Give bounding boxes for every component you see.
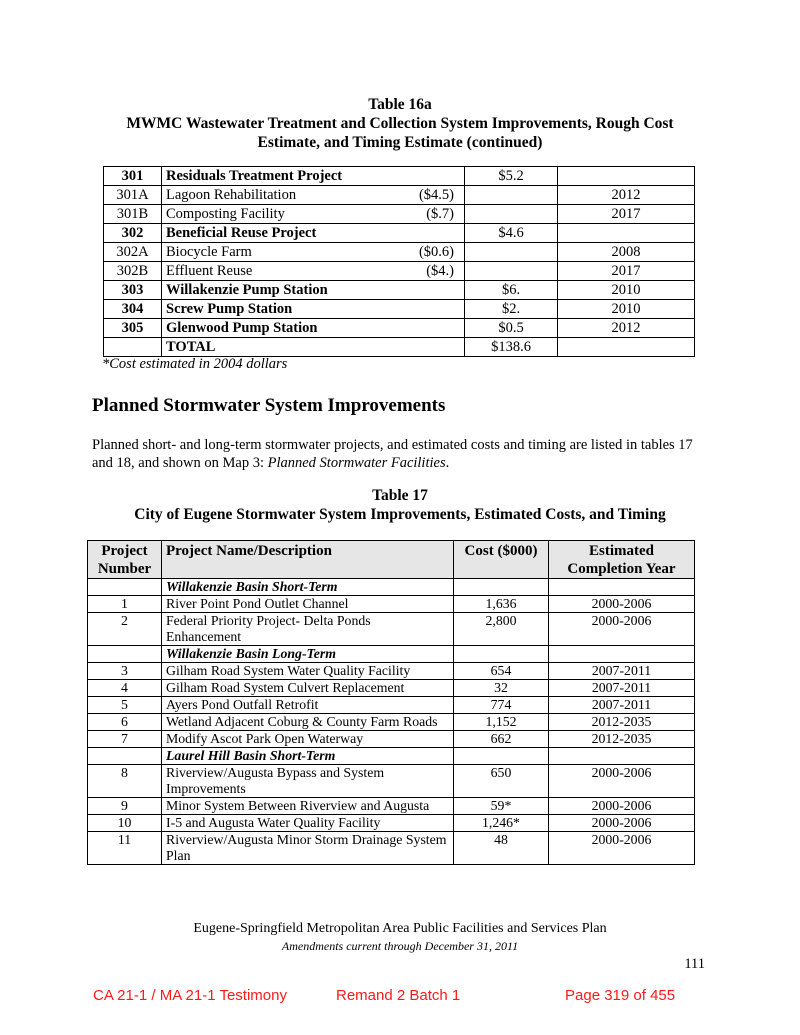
project-name-text: Lagoon Rehabilitation xyxy=(166,187,297,203)
project-name-text: Effluent Reuse xyxy=(166,263,253,279)
footer-plan-title: Eugene-Springfield Metropolitan Area Public Facilities and Services Plan xyxy=(193,921,607,936)
completion-year: 2007-2011 xyxy=(549,697,695,714)
project-number: 4 xyxy=(88,680,162,697)
table17-section-row xyxy=(88,579,695,596)
project-number: 301B xyxy=(104,205,162,224)
project-name-text: Willakenzie Pump Station xyxy=(166,282,328,298)
sub-cost: ($4.5) xyxy=(418,187,454,203)
table17-row xyxy=(88,613,695,646)
project-name-text: Biocycle Farm xyxy=(166,244,252,260)
table17-title-line2: City of Eugene Stormwater System Improvements, Estimated Costs, and Timing xyxy=(134,506,666,523)
paragraph-end: . xyxy=(445,455,450,471)
project-cost: $4.6 xyxy=(465,224,558,243)
table16a-row xyxy=(104,281,695,300)
project-name xyxy=(162,319,465,338)
project-name xyxy=(162,338,465,357)
project-cost: $6. xyxy=(465,281,558,300)
stamp-page: Page 319 of 455 xyxy=(565,987,676,1004)
table17-row xyxy=(88,798,695,815)
project-number: 1 xyxy=(88,596,162,613)
project-cost: 662 xyxy=(454,731,549,748)
project-number: 302B xyxy=(104,262,162,281)
table16a-row xyxy=(104,338,695,357)
sub-cost: ($.7) xyxy=(426,206,454,222)
project-number: 10 xyxy=(88,815,162,832)
project-name xyxy=(162,243,465,262)
table16a-footnote: *Cost estimated in 2004 dollars xyxy=(102,356,288,372)
project-cost: 48 xyxy=(454,832,549,865)
table17-header-row xyxy=(88,541,695,579)
completion-year: 2000-2006 xyxy=(549,798,695,815)
project-number xyxy=(88,646,162,663)
project-year: 2012 xyxy=(558,186,695,205)
project-year: 2017 xyxy=(558,205,695,224)
completion-year: 2000-2006 xyxy=(549,613,695,646)
project-number: 7 xyxy=(88,731,162,748)
project-name-text: Composting Facility xyxy=(166,206,285,222)
completion-year: 2007-2011 xyxy=(549,680,695,697)
project-year: 2012 xyxy=(558,319,695,338)
project-name: Riverview/Augusta Minor Storm Drainage System Plan xyxy=(162,832,454,865)
header-completion-year: Estimated Completion Year xyxy=(549,541,695,579)
project-name-text: TOTAL xyxy=(166,339,216,355)
project-name xyxy=(162,281,465,300)
completion-year: 2000-2006 xyxy=(549,596,695,613)
table16a-row xyxy=(104,224,695,243)
project-name-text: Residuals Treatment Project xyxy=(166,168,343,184)
project-name: I-5 and Augusta Water Quality Facility xyxy=(162,815,454,832)
table17-body xyxy=(88,579,695,865)
table16a-title-line3: Estimate, and Timing Estimate (continued) xyxy=(257,134,543,151)
project-number: 3 xyxy=(88,663,162,680)
table16a-title-line2: MWMC Wastewater Treatment and Collection System Improvements, Rough Cost xyxy=(126,115,674,132)
project-cost: 774 xyxy=(454,697,549,714)
project-number: 305 xyxy=(104,319,162,338)
table17-row xyxy=(88,714,695,731)
project-name xyxy=(162,224,465,243)
table16a-row xyxy=(104,319,695,338)
project-name: Laurel Hill Basin Short-Term xyxy=(162,748,454,765)
completion-year: 2007-2011 xyxy=(549,663,695,680)
project-name xyxy=(162,186,465,205)
table17-row xyxy=(88,832,695,865)
project-number: 5 xyxy=(88,697,162,714)
table17-row xyxy=(88,596,695,613)
project-cost: 1,152 xyxy=(454,714,549,731)
table17-row xyxy=(88,680,695,697)
table17-row xyxy=(88,765,695,798)
project-number xyxy=(104,338,162,357)
project-cost: $138.6 xyxy=(465,338,558,357)
table16a xyxy=(103,166,695,357)
project-cost: $5.2 xyxy=(465,167,558,186)
project-cost xyxy=(465,243,558,262)
paragraph-text: Planned short- and long-term stormwater projects, and estimated costs and timing are listed in tables 17 and 18, and shown on Map 3: xyxy=(92,437,693,471)
table16a-body xyxy=(104,167,695,357)
completion-year: 2000-2006 xyxy=(549,815,695,832)
table17-row xyxy=(88,663,695,680)
project-cost xyxy=(465,186,558,205)
header-cost: Cost ($000) xyxy=(454,541,549,579)
table17-title-line1: Table 17 xyxy=(372,487,428,504)
project-name: Gilham Road System Culvert Replacement xyxy=(162,680,454,697)
header-project-name: Project Name/Description xyxy=(162,541,454,579)
project-name: Ayers Pond Outfall Retrofit xyxy=(162,697,454,714)
project-cost xyxy=(454,748,549,765)
project-number: 303 xyxy=(104,281,162,300)
table17-section-row xyxy=(88,646,695,663)
table17-row xyxy=(88,697,695,714)
project-name: Willakenzie Basin Short-Term xyxy=(162,579,454,596)
project-cost: 1,246* xyxy=(454,815,549,832)
header-project-number: Project Number xyxy=(88,541,162,579)
project-name-text: Glenwood Pump Station xyxy=(166,320,318,336)
project-name xyxy=(162,262,465,281)
project-name: Federal Priority Project- Delta Ponds Enhancement xyxy=(162,613,454,646)
project-number: 301A xyxy=(104,186,162,205)
project-year: 2010 xyxy=(558,281,695,300)
footer-amendments: Amendments current through December 31, 2011 xyxy=(281,939,519,953)
map-reference: Planned Stormwater Facilities xyxy=(267,455,446,471)
table17-section-row xyxy=(88,748,695,765)
project-cost: 59* xyxy=(454,798,549,815)
project-cost: $0.5 xyxy=(465,319,558,338)
project-year xyxy=(558,167,695,186)
project-cost: 1,636 xyxy=(454,596,549,613)
completion-year: 2012-2035 xyxy=(549,714,695,731)
project-name: Riverview/Augusta Bypass and System Improvements xyxy=(162,765,454,798)
completion-year: 2000-2006 xyxy=(549,832,695,865)
project-year: 2017 xyxy=(558,262,695,281)
sub-cost: ($4.) xyxy=(426,263,454,279)
project-name xyxy=(162,300,465,319)
project-name: River Point Pond Outlet Channel xyxy=(162,596,454,613)
project-number: 11 xyxy=(88,832,162,865)
project-number xyxy=(88,579,162,596)
table17-title xyxy=(0,486,800,524)
project-cost xyxy=(465,205,558,224)
project-name-text: Screw Pump Station xyxy=(166,301,293,317)
project-name: Willakenzie Basin Long-Term xyxy=(162,646,454,663)
table16a-row xyxy=(104,243,695,262)
project-number: 301 xyxy=(104,167,162,186)
project-number: 2 xyxy=(88,613,162,646)
project-number: 302 xyxy=(104,224,162,243)
project-name-text: Beneficial Reuse Project xyxy=(166,225,317,241)
project-cost: 654 xyxy=(454,663,549,680)
project-number: 8 xyxy=(88,765,162,798)
project-cost: 650 xyxy=(454,765,549,798)
table17 xyxy=(87,540,695,865)
table16a-row xyxy=(104,262,695,281)
project-number: 304 xyxy=(104,300,162,319)
project-year xyxy=(558,224,695,243)
project-number: 9 xyxy=(88,798,162,815)
project-cost: $2. xyxy=(465,300,558,319)
table16a-row xyxy=(104,205,695,224)
project-cost xyxy=(454,646,549,663)
table17-row xyxy=(88,731,695,748)
table16a-row xyxy=(104,300,695,319)
project-name: Wetland Adjacent Coburg & County Farm Roads xyxy=(162,714,454,731)
project-number xyxy=(88,748,162,765)
stamp-testimony: CA 21-1 / MA 21-1 Testimony xyxy=(93,987,287,1004)
project-cost xyxy=(465,262,558,281)
completion-year xyxy=(549,579,695,596)
project-number: 302A xyxy=(104,243,162,262)
project-name: Minor System Between Riverview and Augusta xyxy=(162,798,454,815)
project-name: Gilham Road System Water Quality Facility xyxy=(162,663,454,680)
sub-cost: ($0.6) xyxy=(418,244,454,260)
project-name xyxy=(162,205,465,224)
section-paragraph xyxy=(92,436,712,472)
completion-year xyxy=(549,646,695,663)
project-year: 2010 xyxy=(558,300,695,319)
page-number: 111 xyxy=(684,956,705,972)
completion-year: 2012-2035 xyxy=(549,731,695,748)
project-cost: 32 xyxy=(454,680,549,697)
project-year xyxy=(558,338,695,357)
table16a-row xyxy=(104,186,695,205)
project-number: 6 xyxy=(88,714,162,731)
project-cost: 2,800 xyxy=(454,613,549,646)
project-name xyxy=(162,167,465,186)
project-year: 2008 xyxy=(558,243,695,262)
section-heading: Planned Stormwater System Improvements xyxy=(92,395,446,416)
table16a-title xyxy=(0,95,800,152)
table16a-row xyxy=(104,167,695,186)
completion-year: 2000-2006 xyxy=(549,765,695,798)
table17-row xyxy=(88,815,695,832)
project-name: Modify Ascot Park Open Waterway xyxy=(162,731,454,748)
table16a-title-line1: Table 16a xyxy=(368,96,432,113)
completion-year xyxy=(549,748,695,765)
stamp-batch: Remand 2 Batch 1 xyxy=(336,987,461,1004)
project-cost xyxy=(454,579,549,596)
